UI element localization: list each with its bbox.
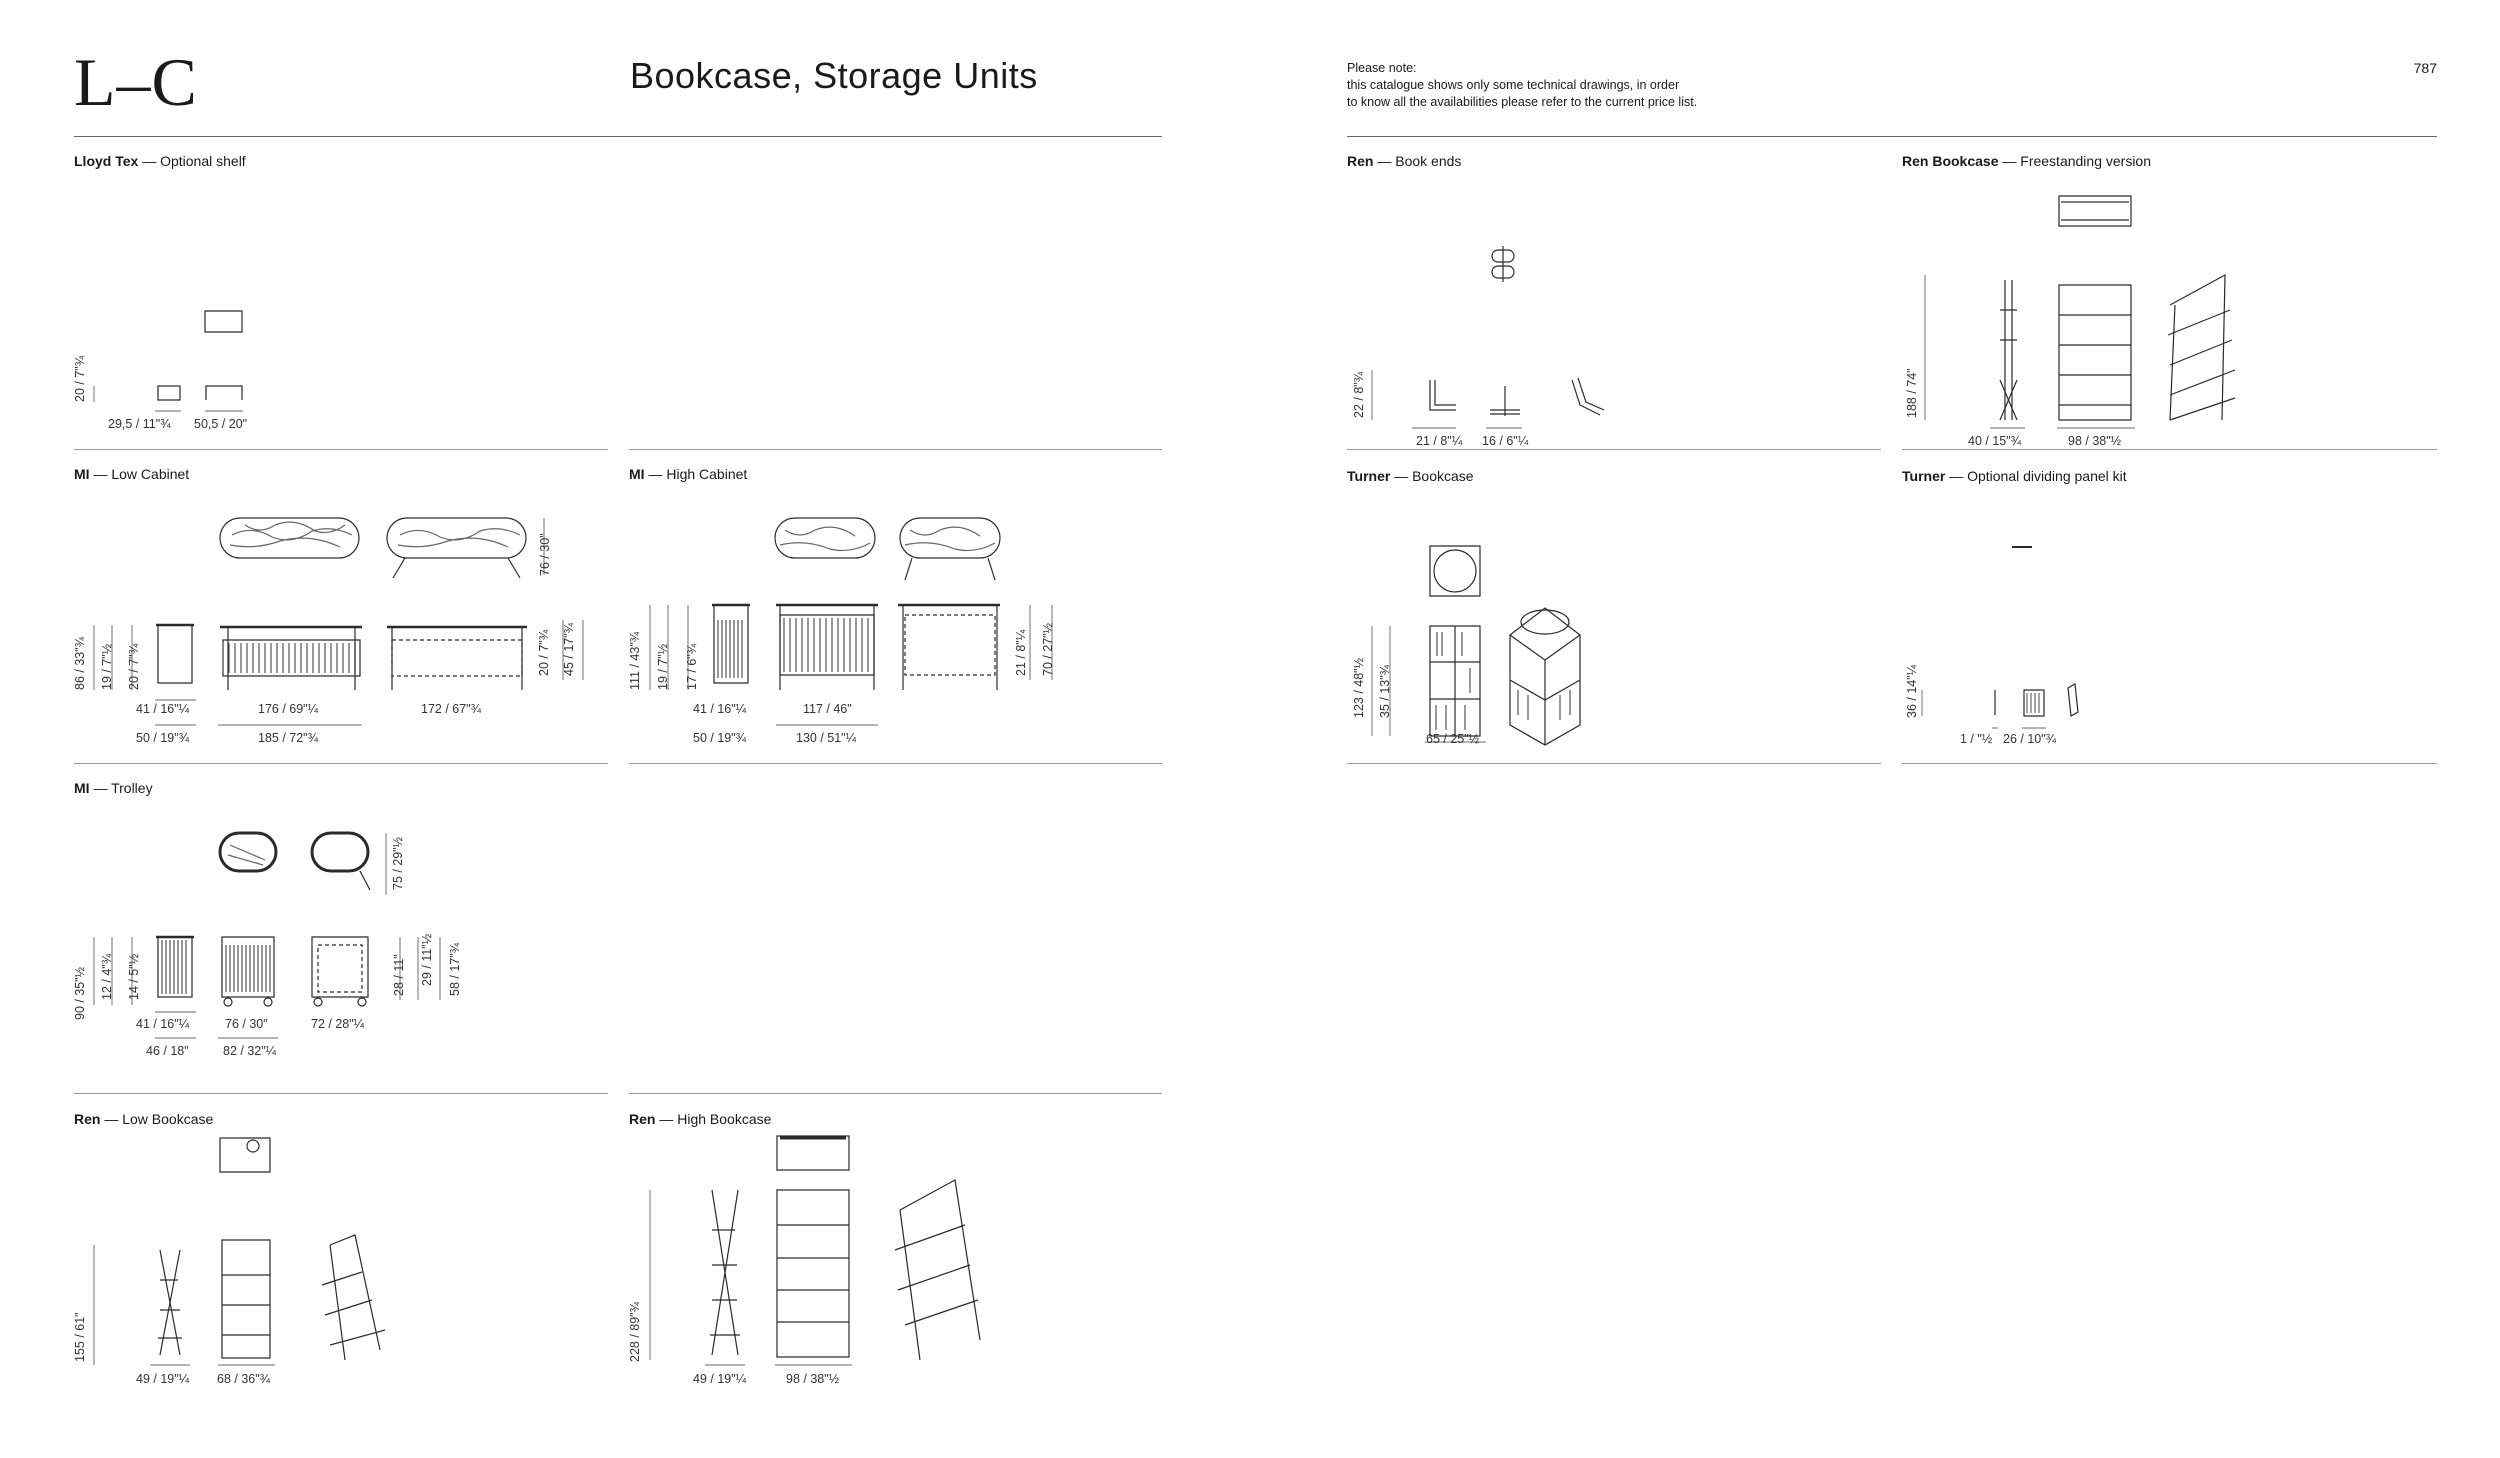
dimension-label: 72 / 28"¼ [311,1017,365,1031]
section-divider [74,1093,608,1094]
dimension-label-vertical: 12 / 4"¾ [100,953,114,1000]
mi-low-cabinet-drawing [155,518,527,725]
section-title-ren-freestanding: Ren Bookcase — Freestanding version [1902,153,2152,169]
section-title-ren-high-bookcase: Ren — High Bookcase [629,1111,772,1127]
dimension-label: 40 / 15"¾ [1968,434,2022,448]
dimension-lines [94,275,1925,1365]
lloyd-tex-drawing [94,311,243,411]
section-divider [74,763,608,764]
dimension-label: 49 / 19"¼ [136,1372,190,1386]
dimension-label: 41 / 16"¼ [136,702,190,716]
section-title-ren-book-ends: Ren — Book ends [1347,153,1462,169]
dimension-label-vertical: 20 / 7"¾ [127,643,141,690]
turner-bookcase-drawing [1425,546,1580,745]
section-divider [1347,763,1881,764]
dimension-label: 50 / 19"¾ [136,731,190,745]
turner-kit-drawing [1992,547,2078,728]
dimension-label-vertical: 58 / 17"¾ [448,942,462,996]
dimension-label: 41 / 16"¼ [693,702,747,716]
note-line: this catalogue shows only some technical drawings, in order [1347,78,1680,92]
dimension-label: 68 / 36"¾ [217,1372,271,1386]
dimension-label-vertical: 29 / 11"½ [420,933,434,986]
dimension-label-vertical: 21 / 8"¼ [1014,629,1028,676]
dimension-label: 76 / 30" [225,1017,268,1031]
dimension-label-vertical: 76 / 30" [538,533,552,576]
section-title-ren-low-bookcase: Ren — Low Bookcase [74,1111,214,1127]
section-divider [1347,449,1881,450]
dimension-label-vertical: 111 / 43"¾ [628,631,642,690]
dimension-label: 50 / 19"¾ [693,731,747,745]
note-line: Please note: [1347,61,1417,75]
dimension-label: 49 / 19"¼ [693,1372,747,1386]
section-divider [629,763,1162,764]
dimension-label-vertical: 14 / 5"½ [127,953,141,1000]
dimension-label: 65 / 25"½ [1426,732,1480,746]
dimension-label-vertical: 19 / 7"½ [656,643,670,690]
dimension-label: 29,5 / 11"¾ [108,417,171,431]
dimension-label: 50,5 / 20" [194,417,248,431]
dimension-label-vertical: 188 / 74" [1905,368,1919,418]
ren-book-ends-drawing [1412,246,1604,428]
dimension-label: 21 / 8"¼ [1416,434,1463,448]
section-title-mi-low-cabinet: MI — Low Cabinet [74,466,190,482]
dimension-label: 98 / 38"½ [2068,434,2122,448]
section-title-turner-kit: Turner — Optional dividing panel kit [1902,468,2127,484]
dimension-label: 1 / "½ [1960,732,1993,746]
dimension-label-vertical: 19 / 7"½ [100,643,114,690]
section-divider [1902,763,2437,764]
dimension-label-vertical: 35 / 13"¾ [1378,664,1392,718]
dimension-label-vertical: 70 / 27"½ [1041,622,1055,676]
dimension-label: 98 / 38"½ [786,1372,840,1386]
ren-high-bookcase-drawing [705,1136,980,1365]
dimension-label-vertical: 20 / 7"¾ [537,629,551,676]
mi-high-cabinet-drawing [712,518,1000,725]
ren-freestanding-drawing [1990,196,2235,428]
dimension-label-vertical: 28 / 11" [392,954,406,996]
dimension-label: 26 / 10"¾ [2003,732,2057,746]
dimension-label: 172 / 67"¾ [421,702,482,716]
section-divider [74,449,608,450]
dimension-label-vertical: 36 / 14"¼ [1905,664,1919,718]
dimension-label: 176 / 69"¼ [258,702,319,716]
page-title: Bookcase, Storage Units [630,55,1038,96]
dimension-label-vertical: 155 / 61" [73,1312,87,1362]
dimension-label-vertical: 86 / 33"¾ [73,636,87,690]
section-divider [629,1093,1162,1094]
dimension-label: 41 / 16"¼ [136,1017,190,1031]
dimension-label: 16 / 6"¼ [1482,434,1529,448]
section-title-mi-high-cabinet: MI — High Cabinet [629,466,748,482]
header-rule-right [1347,136,2437,137]
catalogue-note [1347,60,1697,111]
ren-low-bookcase-drawing [150,1138,385,1365]
header-rule-left [74,136,1162,137]
section-divider [1902,449,2437,450]
dimension-label-vertical: 17 / 6"¾ [685,643,699,690]
dimension-label: 82 / 32"¼ [223,1044,277,1058]
dimension-label-vertical: 228 / 89"¾ [628,1301,642,1362]
dimension-label-vertical: 20 / 7"¾ [73,355,87,402]
dimension-label-vertical: 90 / 35"½ [73,966,87,1020]
brand-logo: L–C [74,44,198,120]
section-divider [629,449,1162,450]
page-number: 787 [2413,60,2437,76]
section-title-turner-bookcase: Turner — Bookcase [1347,468,1474,484]
dimension-label: 46 / 18" [146,1044,189,1058]
dimension-label-vertical: 45 / 17"¾ [562,622,576,676]
section-title-mi-trolley: MI — Trolley [74,780,153,796]
section-title-lloyd-tex: Lloyd Tex — Optional shelf [74,153,246,169]
note-line: to know all the availabilities please refer to the current price list. [1347,95,1698,109]
mi-trolley-drawing [155,833,370,1038]
dimension-label-vertical: 22 / 8"¾ [1352,371,1366,418]
dimension-label-vertical: 123 / 48"½ [1352,657,1366,718]
dimension-label: 185 / 72"¾ [258,731,319,745]
dimension-label: 130 / 51"¼ [796,731,857,745]
dimension-label-vertical: 75 / 29"½ [391,836,405,890]
dimension-label: 117 / 46" [803,702,852,716]
